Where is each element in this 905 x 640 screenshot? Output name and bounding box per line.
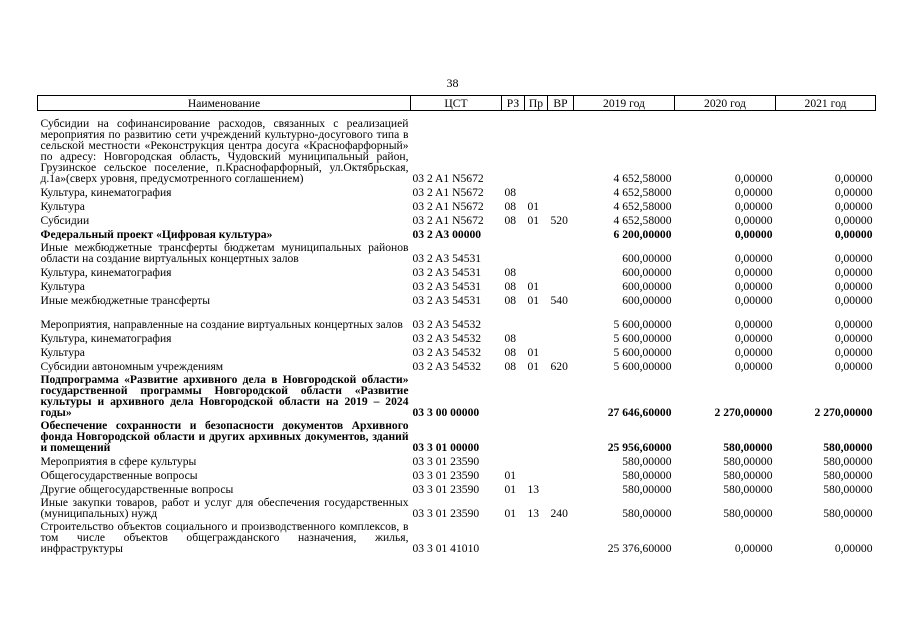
row-rz [502,372,525,418]
row-pr [525,111,548,185]
row-name: Федеральный проект «Цифровая культура» [40,228,273,241]
row-code: 03 2 A3 54532 [412,346,482,359]
row-2020: 0,00000 [734,200,773,213]
header-code: ЦСТ [411,96,502,111]
row-2019: 600,00000 [622,280,672,293]
row-2020: 2 270,00000 [714,406,773,419]
table-header-row [38,96,876,111]
row-2019: 4 652,58000 [613,214,672,227]
row-2019: 4 652,58000 [613,172,672,185]
row-rz [502,240,525,264]
row-2019: 6 200,00000 [613,228,672,241]
row-2020: 0,00000 [734,186,773,199]
row-pr: 01 [527,360,540,373]
row-vr [548,344,574,358]
row-rz: 08 [504,214,517,227]
row-2020: 0,00000 [734,252,773,265]
page-number: 38 [446,76,459,90]
row-rz [502,418,525,453]
row-name: Мероприятия, направленные на создание виртуальных концертных залов [40,318,403,331]
row-name: Иные межбюджетные трансферты бюджетам муниципальных районов области на создание виртуальных концертных залов [40,241,409,265]
row-name: Строительство объектов социального и производственного комплексов, в том числе объектов общегражданского назначения, жилья, инфраструктуры [40,520,409,555]
row-name: Субсидии на софинансирование расходов, связанных с реализацией мероприятия по развитию сети учреждений культурно-досугового типа в сельской местности «Реконструкция центра досуга «Краснофарфорный» по адресу: Новгородская область, Чудовский муниципальный район, Грузинское сельское поселение, п.Краснофарфорный, ул.Октябрьская, д.1а»(сверх уровня, предусмотренного соглашением) [40,117,409,185]
table-row [38,226,876,240]
row-2020: 0,00000 [734,294,773,307]
row-code: 03 3 00 00000 [412,406,480,419]
row-pr: 01 [527,346,540,359]
row-pr [525,264,548,278]
row-vr [548,418,574,453]
row-rz: 01 [504,507,517,520]
row-pr [525,240,548,264]
row-code: 03 2 A3 54532 [412,360,482,373]
header-pr: Пр [525,96,548,111]
row-code: 03 2 A3 54531 [412,252,482,265]
row-pr: 01 [527,280,540,293]
table-row [38,212,876,226]
row-rz: 08 [504,346,517,359]
row-2019: 25 376,60000 [607,542,672,555]
table-row [38,278,876,292]
row-2021: 580,00000 [823,455,873,468]
row-2020: 0,00000 [734,214,773,227]
row-2021: 0,00000 [834,360,873,373]
row-rz: 08 [504,332,517,345]
row-code: 03 2 A3 00000 [412,228,482,241]
row-rz [502,306,525,330]
row-vr [548,184,574,198]
row-2020: 0,00000 [734,360,773,373]
table-row [38,519,876,554]
row-rz: 08 [504,280,517,293]
row-vr: 540 [550,294,568,307]
header-name: Наименование [38,96,411,111]
table-row [38,292,876,306]
row-vr [548,519,574,554]
table-row [38,495,876,519]
row-code: 03 2 A1 N5672 [412,186,484,199]
row-name: Культура [40,346,85,359]
row-rz [502,111,525,185]
table-row [38,418,876,453]
row-code: 03 3 01 23590 [412,507,480,520]
row-rz: 08 [504,360,517,373]
row-2020: 580,00000 [723,441,773,454]
row-2019: 5 600,00000 [613,360,672,373]
row-2020: 0,00000 [734,346,773,359]
row-vr [548,481,574,495]
header-2020: 2020 год [675,96,776,111]
row-name: Культура [40,200,85,213]
table-row [38,481,876,495]
row-2021: 580,00000 [823,483,873,496]
row-vr [548,264,574,278]
header-2019: 2019 год [574,96,675,111]
row-pr [525,467,548,481]
table-row [38,467,876,481]
row-pr [525,372,548,418]
row-code: 03 3 01 23590 [412,469,480,482]
row-2020: 0,00000 [734,542,773,555]
budget-table [37,95,876,554]
row-code: 03 2 A3 54532 [412,332,482,345]
row-2021: 0,00000 [834,214,873,227]
row-code: 03 3 01 23590 [412,483,480,496]
row-2021: 0,00000 [834,228,873,241]
row-2020: 580,00000 [723,483,773,496]
table-row [38,111,876,185]
row-rz: 08 [504,294,517,307]
row-2019: 5 600,00000 [613,318,672,331]
row-2020: 0,00000 [734,280,773,293]
row-code: 03 2 A3 54532 [412,318,482,331]
row-pr [525,306,548,330]
row-vr [548,372,574,418]
row-2019: 600,00000 [622,294,672,307]
row-2021: 0,00000 [834,542,873,555]
row-code: 03 3 01 00000 [412,441,480,454]
row-2020: 0,00000 [734,318,773,331]
table-row [38,184,876,198]
row-2020: 0,00000 [734,172,773,185]
row-vr: 240 [550,507,568,520]
table-row [38,306,876,330]
row-2019: 27 646,60000 [607,406,672,419]
row-2019: 5 600,00000 [613,346,672,359]
row-2021: 580,00000 [823,469,873,482]
row-2020: 580,00000 [723,469,773,482]
row-name: Субсидии [40,214,90,227]
row-2020: 580,00000 [723,455,773,468]
row-pr [525,184,548,198]
row-2019: 580,00000 [622,483,672,496]
row-pr: 01 [527,200,540,213]
row-name: Другие общегосударственные вопросы [40,483,234,496]
row-name: Культура, кинематография [40,186,172,199]
table-row [38,358,876,372]
row-2021: 0,00000 [834,318,873,331]
row-2019: 600,00000 [622,252,672,265]
row-vr [548,306,574,330]
row-2021: 0,00000 [834,200,873,213]
row-code: 03 2 A3 54531 [412,280,482,293]
header-vr: ВР [548,96,574,111]
row-2021: 0,00000 [834,280,873,293]
row-2021: 0,00000 [834,186,873,199]
row-rz: 08 [504,200,517,213]
row-pr: 13 [527,507,540,520]
table-row [38,240,876,264]
row-vr [548,453,574,467]
row-vr [548,226,574,240]
row-pr [525,519,548,554]
row-2019: 5 600,00000 [613,332,672,345]
row-2021: 0,00000 [834,332,873,345]
row-name: Подпрограмма «Развитие архивного дела в Новгородской области» государственной программы Новгородской области «Развитие культуры и архивного дела Новгородской области на 2019 – 2024 годы» [40,373,409,419]
row-vr [548,467,574,481]
row-name: Обеспечение сохранности и безопасности документов Архивного фонда Новгородской области и других архивных документов, зданий и помещений [40,419,409,454]
row-2020: 0,00000 [734,266,773,279]
row-code: 03 3 01 41010 [412,542,480,555]
row-vr [548,198,574,212]
table-row [38,453,876,467]
row-rz: 01 [504,483,517,496]
row-rz: 08 [504,186,517,199]
row-2021: 0,00000 [834,172,873,185]
row-pr [525,226,548,240]
table-row [38,198,876,212]
row-2021: 0,00000 [834,346,873,359]
row-name: Мероприятия в сфере культуры [40,455,197,468]
row-code: 03 2 A1 N5672 [412,200,484,213]
row-2021: 0,00000 [834,266,873,279]
row-2021: 0,00000 [834,252,873,265]
table-row [38,372,876,418]
row-name: Субсидии автономным учреждениям [40,360,224,373]
row-pr [525,418,548,453]
row-code: 03 2 A1 N5672 [412,214,484,227]
row-code: 03 2 A3 54531 [412,294,482,307]
header-rz: РЗ [502,96,525,111]
row-vr: 620 [550,360,568,373]
row-code: 03 3 01 23590 [412,455,480,468]
row-2019: 600,00000 [622,266,672,279]
table-row [38,330,876,344]
row-2019: 25 956,60000 [607,441,672,454]
header-2021: 2021 год [776,96,876,111]
row-2021: 580,00000 [823,507,873,520]
row-code: 03 2 A1 N5672 [412,172,484,185]
row-name: Общегосударственные вопросы [40,469,198,482]
row-2019: 580,00000 [622,469,672,482]
table-row [38,264,876,278]
row-vr [548,330,574,344]
row-2019: 4 652,58000 [613,186,672,199]
row-2020: 580,00000 [723,507,773,520]
row-pr: 01 [527,294,540,307]
row-2021: 580,00000 [823,441,873,454]
row-rz: 08 [504,266,517,279]
row-vr [548,111,574,185]
row-2021: 2 270,00000 [814,406,873,419]
row-vr [548,240,574,264]
row-2020: 0,00000 [734,228,773,241]
row-code: 03 2 A3 54531 [412,266,482,279]
row-pr [525,330,548,344]
row-rz [502,519,525,554]
row-2019: 580,00000 [622,507,672,520]
row-rz [502,226,525,240]
row-pr [525,453,548,467]
row-rz: 01 [504,469,517,482]
row-pr: 01 [527,214,540,227]
table-row [38,344,876,358]
row-vr [548,278,574,292]
row-2019: 4 652,58000 [613,200,672,213]
row-2021: 0,00000 [834,294,873,307]
row-name: Культура, кинематография [40,332,172,345]
row-2019: 580,00000 [622,455,672,468]
row-name: Иные закупки товаров, работ и услуг для обеспечения государственных (муниципальных) нужд [40,496,409,520]
row-rz [502,453,525,467]
row-name: Культура [40,280,85,293]
row-name: Иные межбюджетные трансферты [40,294,211,307]
row-name: Культура, кинематография [40,266,172,279]
row-2020: 0,00000 [734,332,773,345]
row-vr: 520 [550,214,568,227]
row-pr: 13 [527,483,540,496]
